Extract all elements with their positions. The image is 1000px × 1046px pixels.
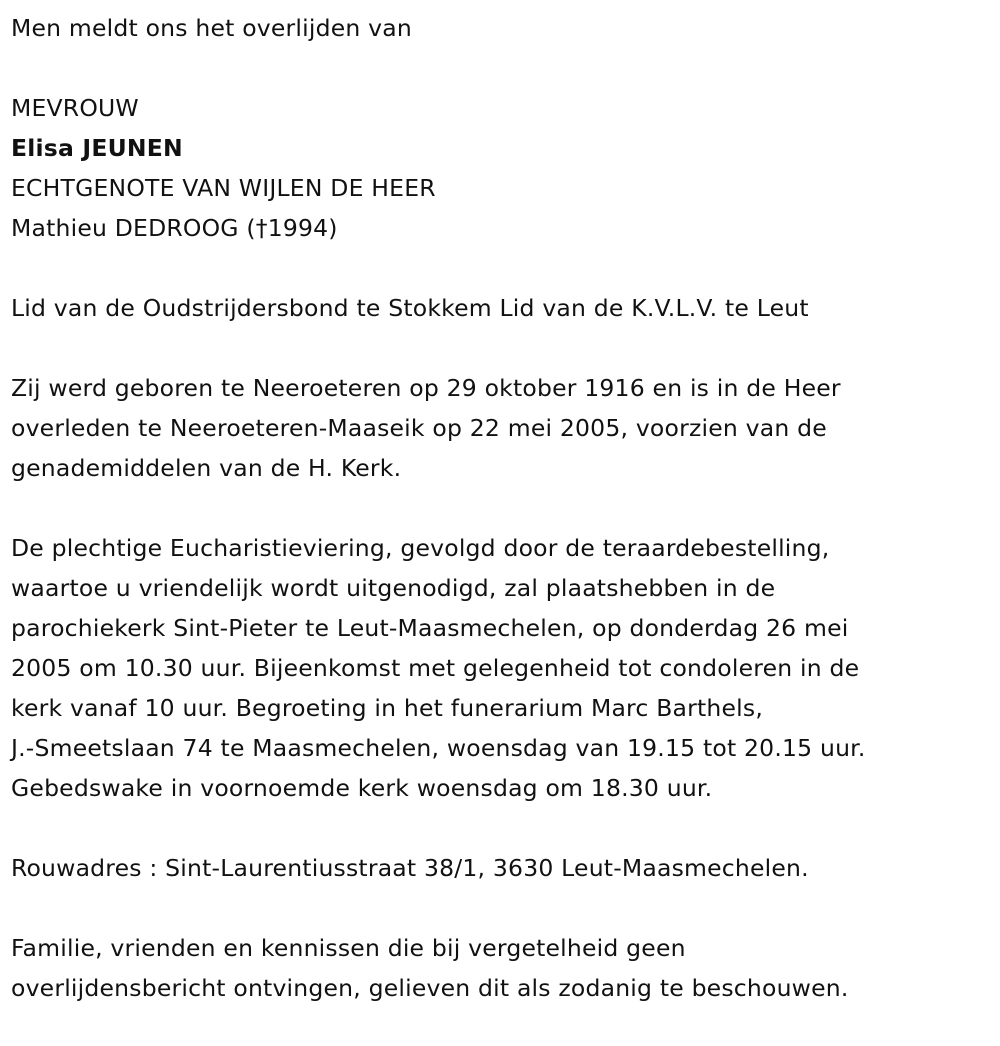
title-prefix: MEVROUW [11,94,139,122]
paragraph-line: 2005 om 10.30 uur. Bijeenkomst met gelegenheid tot condoleren in de [11,654,860,682]
spacer [11,888,986,928]
paragraph-line: genademiddelen van de H. Kerk. [11,454,402,482]
intro-text: Men meldt ons het overlijden van [11,14,412,42]
paragraph-line: De plechtige Eucharistieviering, gevolgd door de teraardebestelling, [11,534,830,562]
relation-text: ECHTGENOTE VAN WIJLEN DE HEER [11,174,436,202]
paragraph-line: overleden te Neeroeteren-Maaseik op 22 mei 2005, voorzien van de [11,414,827,442]
paragraph-line: Gebedswake in voornoemde kerk woensdag om 18.30 uur. [11,774,713,802]
spacer [11,248,986,288]
paragraph-line: overlijdensbericht ontvingen, gelieven dit als zodanig te beschouwen. [11,974,849,1002]
spouse-name: Mathieu DEDROOG (†1994) [11,214,338,242]
closing-paragraph [11,928,986,1008]
deceased-name: Elisa JEUNEN [11,134,183,162]
death-notice [11,8,986,1008]
paragraph-line: parochiekerk Sint-Pieter te Leut-Maasmechelen, op donderdag 26 mei [11,614,849,642]
spacer [11,328,986,368]
paragraph-line: J.-Smeetslaan 74 te Maasmechelen, woensdag van 19.15 tot 20.15 uur. [11,734,866,762]
birth-death-paragraph [11,368,986,488]
paragraph-line: Familie, vrienden en kennissen die bij vergetelheid geen [11,934,686,962]
spacer [11,808,986,848]
paragraph-line: kerk vanaf 10 uur. Begroeting in het funerarium Marc Barthels, [11,694,763,722]
paragraph-line: Zij werd geboren te Neeroeteren op 29 oktober 1916 en is in de Heer [11,374,841,402]
mourning-address: Rouwadres : Sint-Laurentiusstraat 38/1, 3630 Leut-Maasmechelen. [11,854,809,882]
paragraph-line: waartoe u vriendelijk wordt uitgenodigd, zal plaatshebben in de [11,574,776,602]
ceremony-paragraph [11,528,986,808]
spacer [11,488,986,528]
membership-text: Lid van de Oudstrijdersbond te Stokkem Lid van de K.V.L.V. te Leut [11,294,809,322]
spacer [11,48,986,88]
